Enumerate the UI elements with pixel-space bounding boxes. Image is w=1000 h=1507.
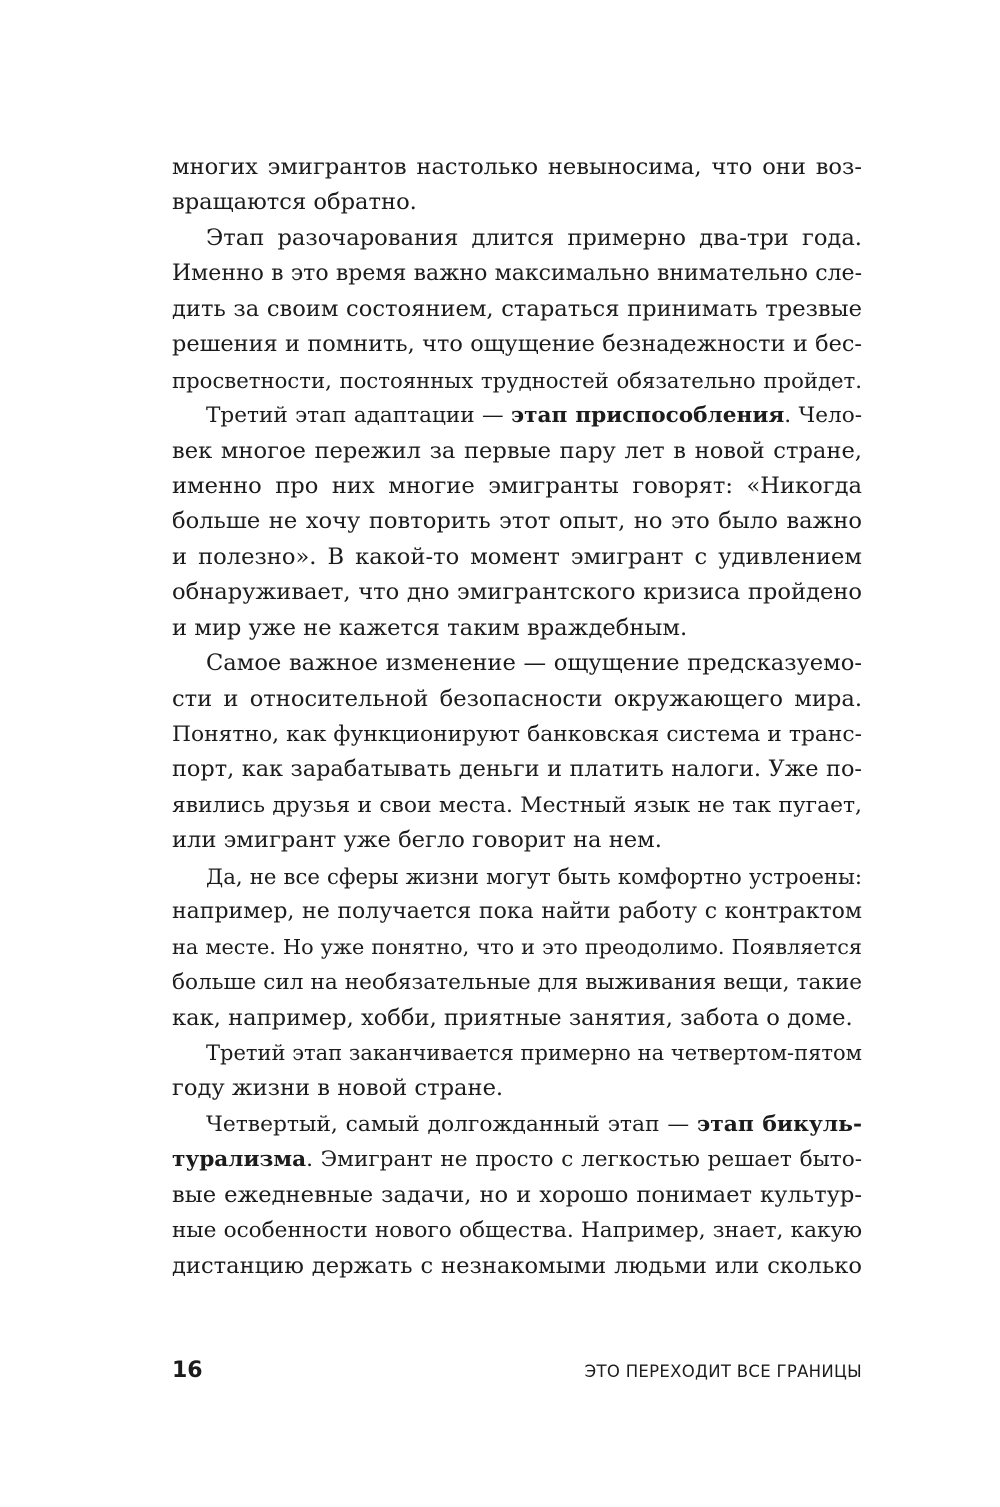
text-run: Третий этап адаптации —	[206, 403, 511, 429]
text-line: году жизни в новой стране.	[172, 1075, 504, 1102]
text-line: ные особенности нового общества. Например, знает, какую	[172, 1218, 862, 1244]
text-line: просветности, постоянных трудностей обязательно пройдет.	[172, 367, 862, 393]
text-line: Самое важное изменение — ощущение предсказуемо-	[206, 650, 862, 677]
text-line: дистанцию держать с незнакомыми людьми или сколько	[172, 1252, 862, 1279]
text-line: обнаруживает, что дно эмигрантского кризиса пройдено	[172, 579, 862, 606]
text-line: или эмигрант уже бегло говорит на нем.	[172, 827, 662, 854]
page-number: 16	[172, 1358, 203, 1383]
text-line: на месте. Но уже понятно, что и это преодолимо. Появляется	[172, 934, 862, 959]
text-line: век многое пережил за первые пару лет в новой стране,	[172, 437, 862, 464]
text-line: Понятно, как функционируют банковская система и транс-	[172, 722, 862, 747]
term-bold: этап бикуль-	[697, 1111, 862, 1137]
text-line: решения и помнить, что ощущение безнадежности и бес-	[172, 331, 862, 358]
text-line: многих эмигрантов настолько невыносима, что они воз-	[172, 154, 862, 180]
running-title: ЭТО ПЕРЕХОДИТ ВСЕ ГРАНИЦЫ	[584, 1362, 862, 1381]
text-run: . Эмигрант не просто с легкостью решает быто-	[306, 1147, 862, 1173]
text-line: вращаются обратно.	[172, 189, 417, 216]
text-line: и полезно». В какой-то момент эмигрант с удивлением	[172, 543, 862, 570]
text-line: явились друзья и свои места. Местный язык не так пугает,	[172, 792, 862, 818]
text-line: дить за своим состоянием, стараться принимать трезвые	[172, 295, 862, 322]
text-line: именно про них многие эмигранты говорят: «Никогда	[172, 472, 862, 499]
text-line: больше сил на необязательные для выживания вещи, такие	[172, 970, 862, 996]
text-line: порт, как зарабатывать деньги и платить налоги. Уже по-	[172, 756, 862, 783]
text-line: Да, не все сферы жизни могут быть комфортно устроены:	[206, 863, 862, 889]
text-line	[172, 398, 862, 433]
text-line: вые ежедневные задачи, но и хорошо понимает культур-	[172, 1181, 862, 1208]
text-run: Четвертый, самый долгожданный этап —	[206, 1111, 698, 1137]
text-line	[172, 1142, 862, 1177]
text-line	[172, 1107, 862, 1142]
text-line: и мир уже не кажется таким враждебным.	[172, 614, 688, 641]
term-bold: этап приспособления	[510, 403, 785, 429]
term-bold: турализма	[172, 1147, 307, 1173]
body-text	[172, 150, 862, 1284]
text-line: Этап разочарования длится примерно два-три года.	[206, 224, 862, 251]
text-run: . Чело-	[784, 403, 862, 429]
text-line: Именно в это время важно максимально внимательно сле-	[172, 261, 862, 287]
text-line: сти и относительной безопасности окружающего мира.	[172, 685, 862, 712]
text-line: например, не получается пока найти работу с контрактом	[172, 899, 862, 925]
text-line: Третий этап заканчивается примерно на четвертом-пятом	[206, 1040, 862, 1065]
text-line: больше не хочу повторить этот опыт, но это было важно	[172, 508, 862, 535]
text-line: как, например, хобби, приятные занятия, забота о доме.	[172, 1004, 853, 1031]
